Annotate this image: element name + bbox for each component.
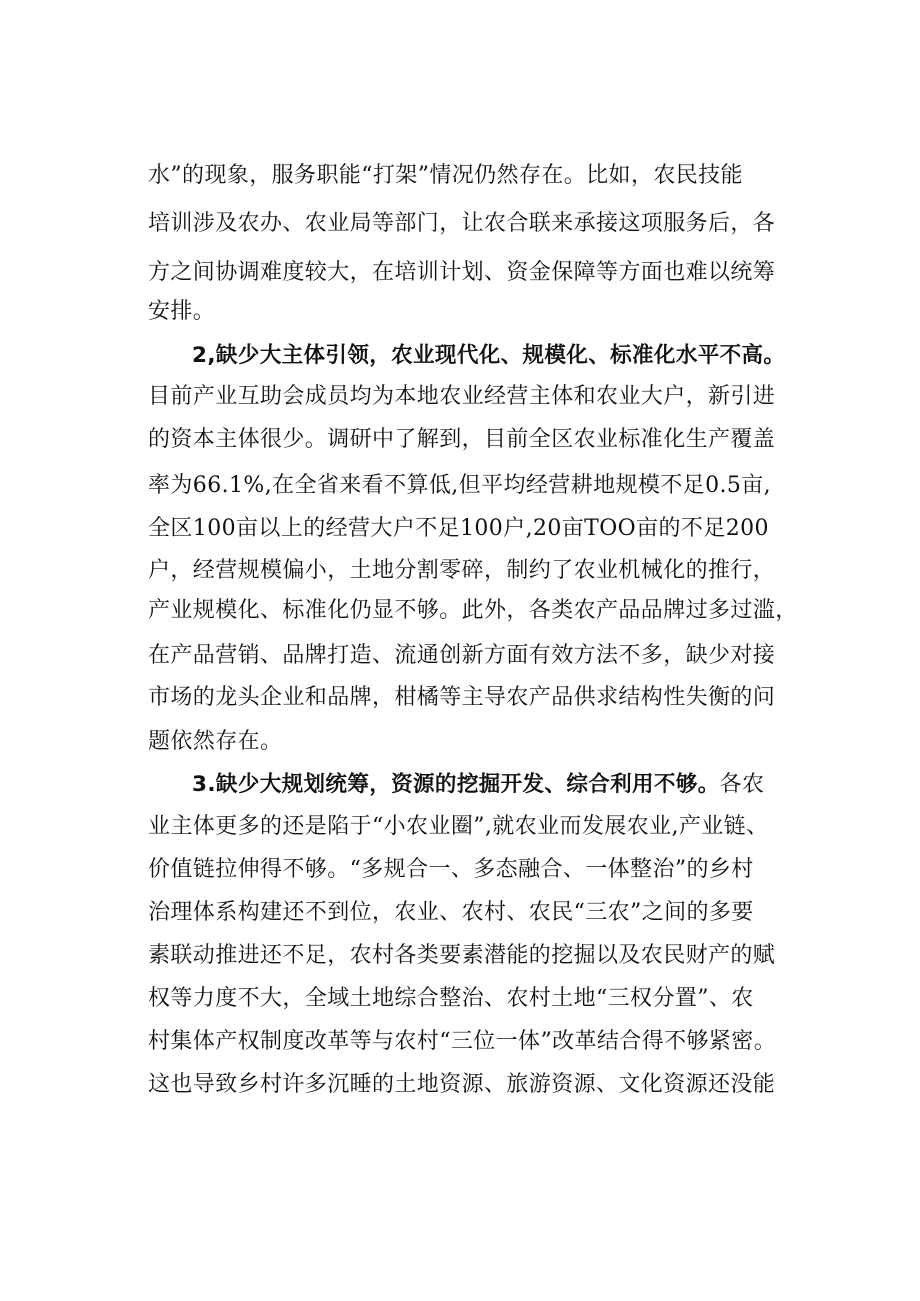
paragraph-3-heading-tail: 各农 bbox=[719, 772, 765, 797]
paragraph-1-line-3: 方之间协调难度较大，在培训计划、资金保障等方面也难以统筹 bbox=[148, 260, 776, 285]
paragraph-3-line-3: 治理体系构建还不到位，农业、农村、农民“三农”之间的多要 bbox=[148, 900, 754, 925]
paragraph-3-line-5: 权等力度不大，全域土地综合整治、农村土地“三权分置”、农 bbox=[148, 986, 754, 1011]
paragraph-1-line-2: 培训涉及农办、农业局等部门，让农合联来承接这项服务后，各 bbox=[148, 211, 776, 236]
paragraph-2-line-7: 在产品营销、品牌打造、流通创新方面有效方法不多，缺少对接 bbox=[148, 643, 776, 668]
paragraph-3-heading: 3.缺少大规划统筹，资源的挖掘开发、综合利用不够。 bbox=[192, 772, 720, 797]
paragraph-2-line-8: 市场的龙头企业和品牌，柑橘等主导农产品供求结构性失衡的问 bbox=[148, 685, 776, 710]
paragraph-3-line-4: 素联动推进还不足，农村各类要素潜能的挖掘以及农民财产的赋 bbox=[148, 943, 776, 968]
paragraph-3-line-2: 价值链拉伸得不够。“多规合一、多态融合、一体整治”的乡村 bbox=[148, 857, 754, 882]
paragraph-3-line-6: 村集体产权制度改革等与农村“三位一体”改革结合得不够紧密。 bbox=[148, 1029, 777, 1054]
paragraph-3-line-7: 这也导致乡村许多沉睡的土地资源、旅游资源、文化资源还没能 bbox=[148, 1072, 776, 1097]
paragraph-1-line-4: 安排。 bbox=[148, 299, 216, 324]
paragraph-2-heading: 2,缺少大主体引领，农业现代化、规模化、标准化水平不高。 bbox=[192, 343, 786, 368]
paragraph-2-line-2: 的资本主体很少。调研中了解到，目前全区农业标准化生产覆盖 bbox=[148, 427, 776, 452]
paragraph-2-line-1: 目前产业互助会成员均为本地农业经营主体和农业大户，新引进 bbox=[148, 384, 776, 409]
paragraph-2-line-4: 全区100亩以上的经营大户不足100户,20亩TOO亩的不足200 bbox=[148, 516, 769, 541]
paragraph-1-line-1: 水”的现象，服务职能“打架”情况仍然存在。比如，农民技能 bbox=[148, 163, 743, 188]
paragraph-3-line-1: 业主体更多的还是陷于“小农业圈”,就农业而发展农业,产业链、 bbox=[148, 814, 769, 839]
paragraph-3-first-line bbox=[192, 765, 808, 805]
paragraph-2-line-3: 率为66.1%,在全省来看不算低,但平均经营耕地规模不足0.5亩, bbox=[148, 473, 772, 498]
paragraph-2-line-5: 户，经营规模偏小，土地分割零碎，制约了农业机械化的推行， bbox=[148, 558, 776, 583]
paragraph-2-line-6: 产业规模化、标准化仍显不够。此外，各类农产品品牌过多过滥， bbox=[148, 598, 798, 623]
paragraph-2-line-9: 题依然存在。 bbox=[148, 729, 283, 754]
